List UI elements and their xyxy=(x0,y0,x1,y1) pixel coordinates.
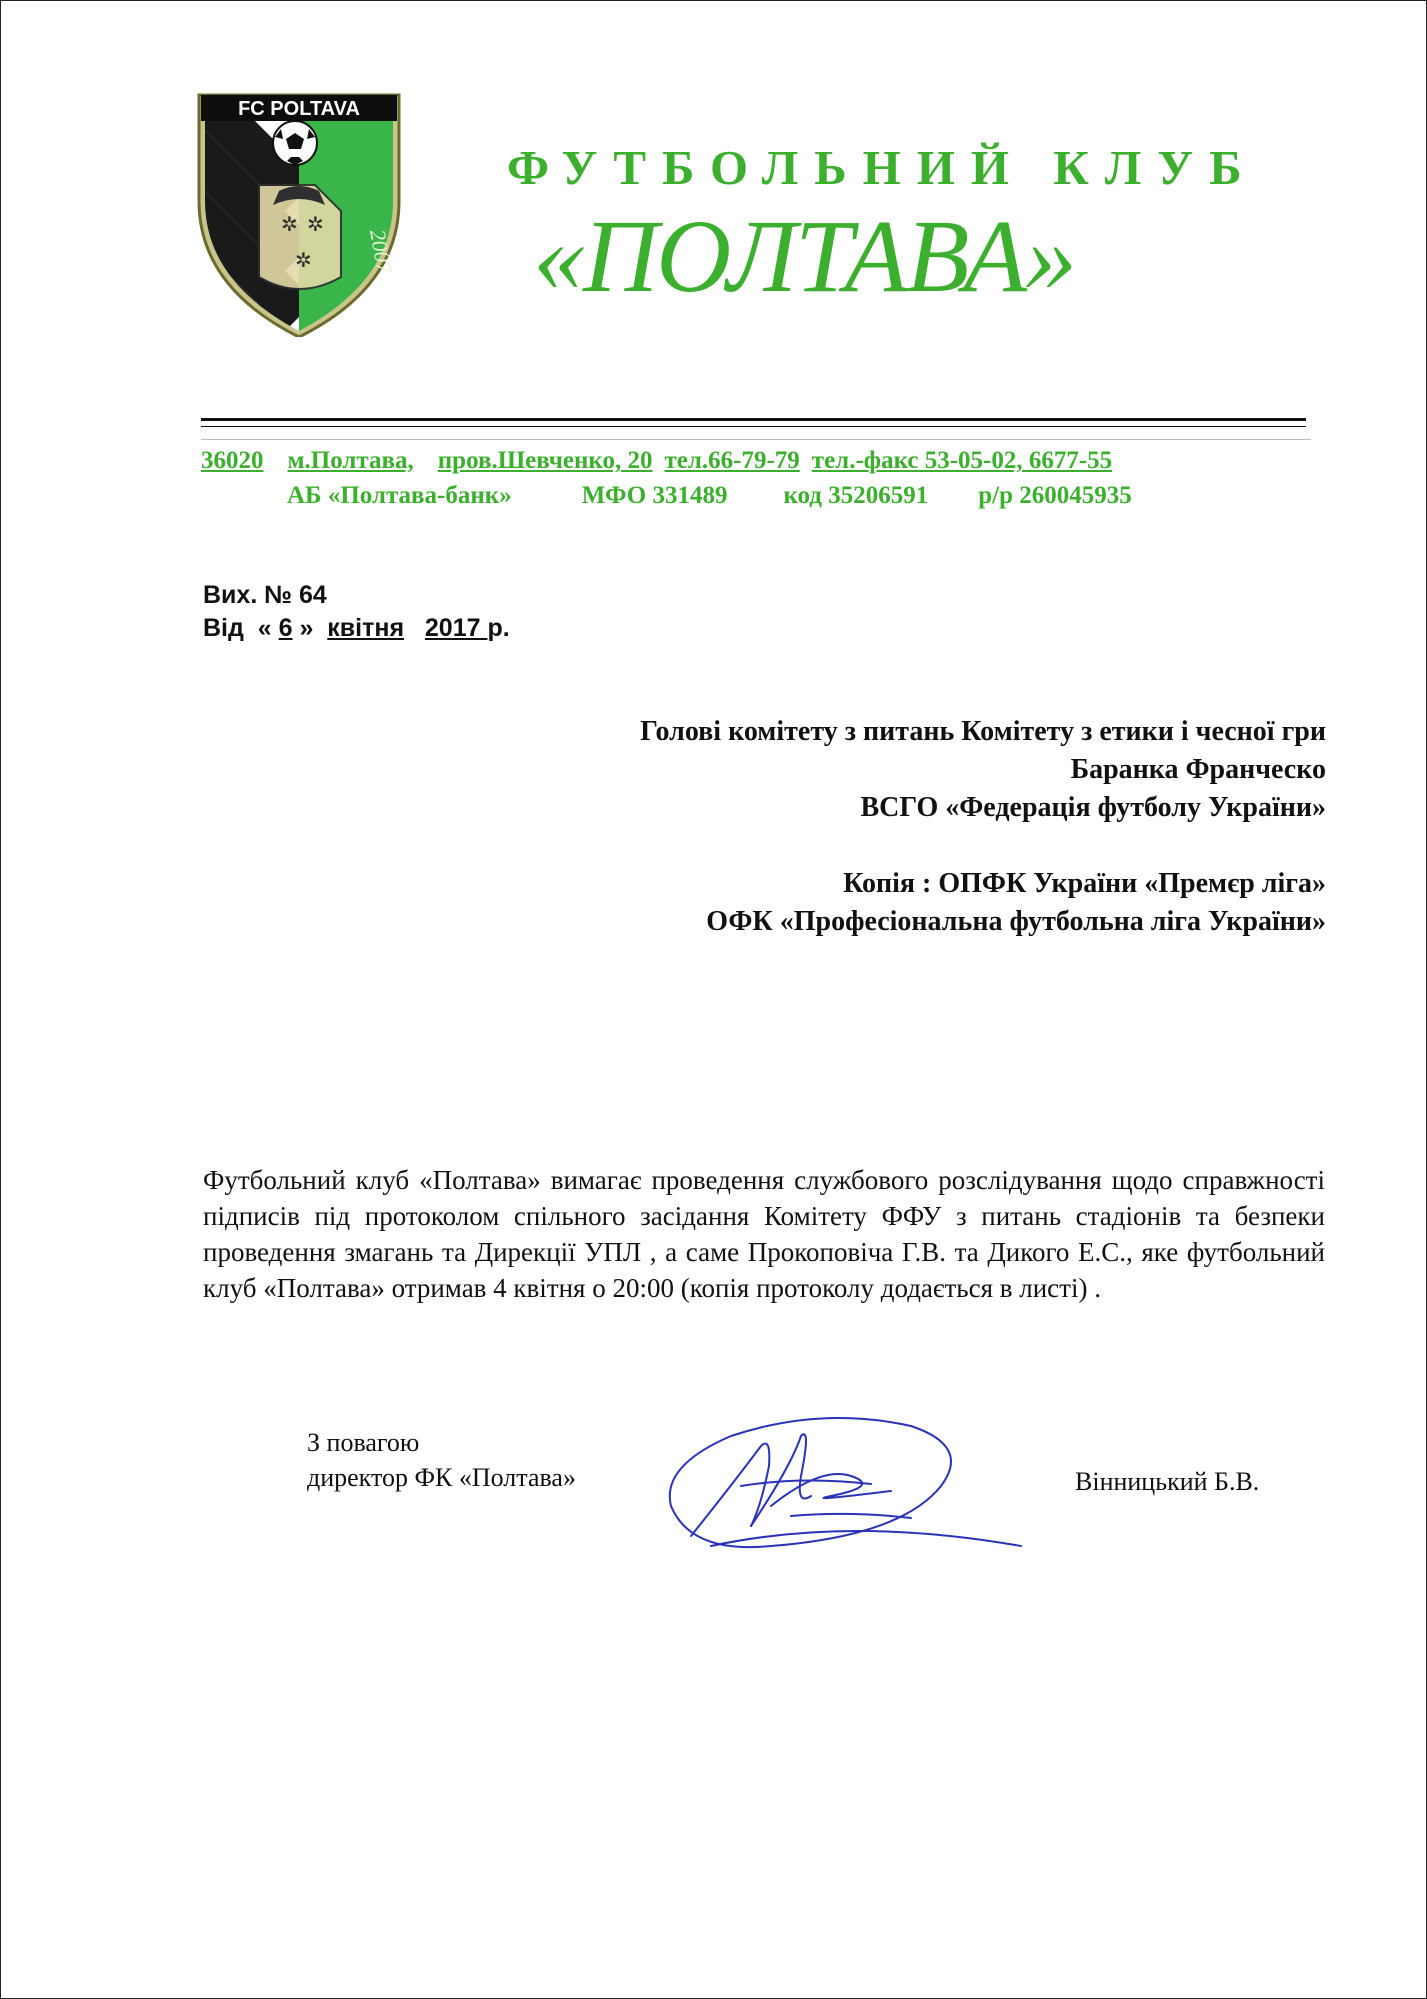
street-address: пров.Шевченко, 20 xyxy=(437,447,653,474)
date-day: 6 xyxy=(278,614,293,642)
fax: тел.-факс 53-05-02, 6677-55 xyxy=(811,447,1113,474)
signer-position: директор ФК «Полтава» xyxy=(307,1463,576,1492)
svg-text:✲: ✲ xyxy=(281,214,298,236)
closing-block xyxy=(307,1425,576,1495)
copy-recipient: Копія : ОПФК України «Премєр ліга» xyxy=(843,868,1326,899)
letterhead-title: «ПОЛТАВА» xyxy=(533,199,1075,314)
bank-name: АБ «Полтава-банк» xyxy=(287,482,512,509)
header-divider-faint xyxy=(201,439,1311,440)
addressee-block xyxy=(366,713,1326,941)
outgoing-number: Вих. № 64 xyxy=(203,581,327,609)
postal-code: 36020 xyxy=(201,447,264,474)
addressee-line: Голові комітету з питань Комітету з етики і чесної гри xyxy=(640,716,1326,747)
city: м.Полтава, xyxy=(287,447,414,474)
bank-details-line xyxy=(287,482,1287,510)
club-crest-logo xyxy=(195,81,403,337)
letterhead-subtitle: ФУТБОЛЬНИЙ КЛУБ xyxy=(507,140,1258,195)
company-code: код 35206591 xyxy=(783,482,929,509)
contact-line xyxy=(201,447,1316,475)
header-divider xyxy=(201,418,1306,421)
outgoing-reference xyxy=(203,579,510,645)
letter-date: Від « 6 » квітня 2017 р. xyxy=(203,614,510,642)
bank-account: р/р 260045935 xyxy=(978,482,1132,509)
signer-name: Вінницький Б.В. xyxy=(1075,1467,1260,1496)
svg-text:✲: ✲ xyxy=(295,250,312,272)
crest-year: 2007 xyxy=(365,227,398,276)
letter-body: Футбольний клуб «Полтава» вимагає проведення службового розслідування щодо справжності підписів під протоколом спільного засідання Комітету ФФУ з питань стадіонів та безпеки проведення змагань та Дирекції УПЛ , а саме Прокоповіча Г.В. та Дикого Е.С., яке футбольний клуб «Полтава» отримав 4 квітня о 20:00 (копія протоколу додається в листі) . xyxy=(203,1165,1325,1303)
copy-recipient: ОФК «Професіональна футбольна ліга України» xyxy=(706,906,1326,937)
addressee-line: ВСГО «Федерація футболу України» xyxy=(860,792,1326,823)
date-year: 2017 xyxy=(424,614,481,642)
date-month: квітня xyxy=(327,614,405,642)
header-divider-thin xyxy=(201,426,1306,427)
closing-regards: З повагою xyxy=(307,1428,420,1457)
svg-text:✲: ✲ xyxy=(307,214,324,236)
addressee-line: Баранка Франческо xyxy=(1070,754,1326,785)
bank-mfo: МФО 331489 xyxy=(581,482,728,509)
phone: тел.66-79-79 xyxy=(664,447,800,474)
handwritten-signature xyxy=(651,1406,1031,1571)
football-icon xyxy=(273,121,317,165)
crest-name: FC POLTAVA xyxy=(238,98,360,120)
